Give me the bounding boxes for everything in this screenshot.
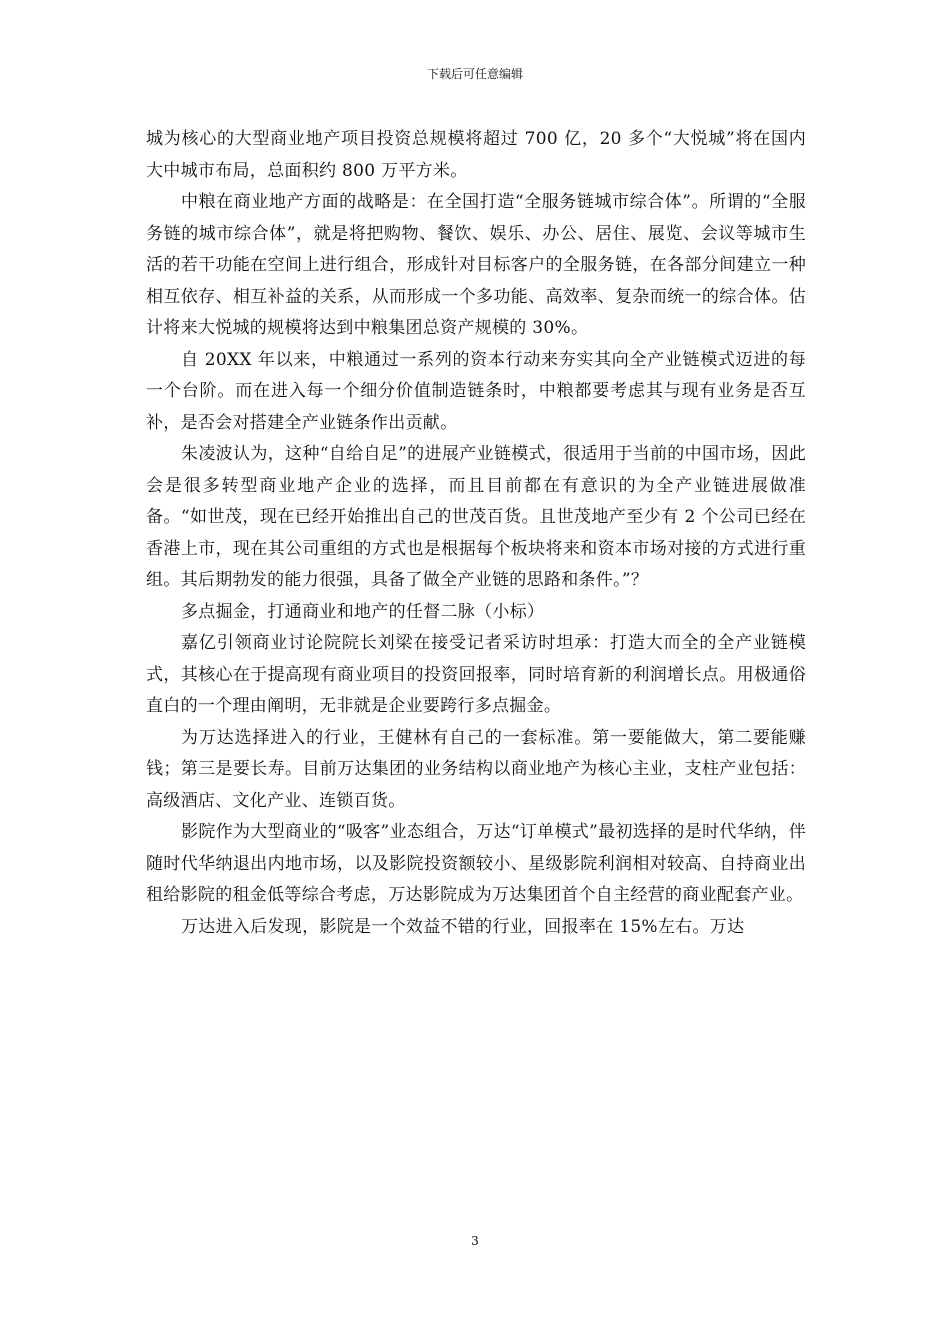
paragraph-3: 自 20XX 年以来，中粮通过一系列的资本行动来夯实其向全产业链模式迈进的每一个台阶。而在进入每一个细分价值制造链条时，中粮都要考虑其与现有业务是否互补，是否会对搭建全产业链条作出贡献。 [146,349,806,433]
paragraph-9: 万达进入后发现，影院是一个效益不错的行业，回报率在 15%左右。万达 [181,916,745,937]
paragraph-7: 为万达选择进入的行业，王健林有自己的一套标准。第一要能做大，第二要能赚钱；第三是要长寿。目前万达集团的业务结构以商业地产为核心主业，支柱产业包括：高级酒店、文化产业、连锁百货。 [146,727,806,811]
page-header: 下载后可任意编辑 [426,67,523,81]
paragraph-1: 城为核心的大型商业地产项目投资总规模将超过 700 亿，20 多个“大悦城”将在国内大中城市布局，总面积约 800 万平方米。 [146,129,806,181]
section-subtitle: 多点掘金，打通商业和地产的任督二脉（小标） [181,601,545,622]
paragraph-2: 中粮在商业地产方面的战略是：在全国打造“全服务链城市综合体”。所谓的“全服务链的城市综合体”，就是将把购物、餐饮、娱乐、办公、居住、展览、会议等城市生活的若干功能在空间上进行组合，形成针对目标客户的全服务链，在各部分间建立一种相互依存、相互补益的关系，从而形成一个多功能、高效率、复杂而统一的综合体。估计将来大悦城的规模将达到中粮集团总资产规模的 30%。 [146,192,806,338]
page-number: 3 [471,1234,479,1248]
paragraph-8: 影院作为大型商业的“吸客”业态组合，万达“订单模式”最初选择的是时代华纳，伴随时代华纳退出内地市场，以及影院投资额较小、星级影院利润相对较高、自持商业出租给影院的租金低等综合考虑，万达影院成为万达集团首个自主经营的商业配套产业。 [146,822,806,905]
paragraph-6: 嘉亿引领商业讨论院院长刘梁在接受记者采访时坦承：打造大而全的全产业链模式，其核心在于提高现有商业项目的投资回报率，同时培育新的利润增长点。用极通俗直白的一个理由阐明，无非就是企业要跨行多点掘金。 [146,633,806,716]
document-body [146,124,806,943]
paragraph-4: 朱凌波认为，这种“自给自足”的进展产业链模式，很适用于当前的中国市场，因此会是很多转型商业地产企业的选择，而且目前都在有意识的为全产业链进展做准备。“如世茂，现在已经开始推出自己的世茂百货。且世茂地产至少有 2 个公司已经在香港上市，现在其公司重组的方式也是根据每个板块将来和资本市场对接的方式进行重组。其后期勃发的能力很强，具备了做全产业链的思路和条件。”？ [146,444,806,590]
